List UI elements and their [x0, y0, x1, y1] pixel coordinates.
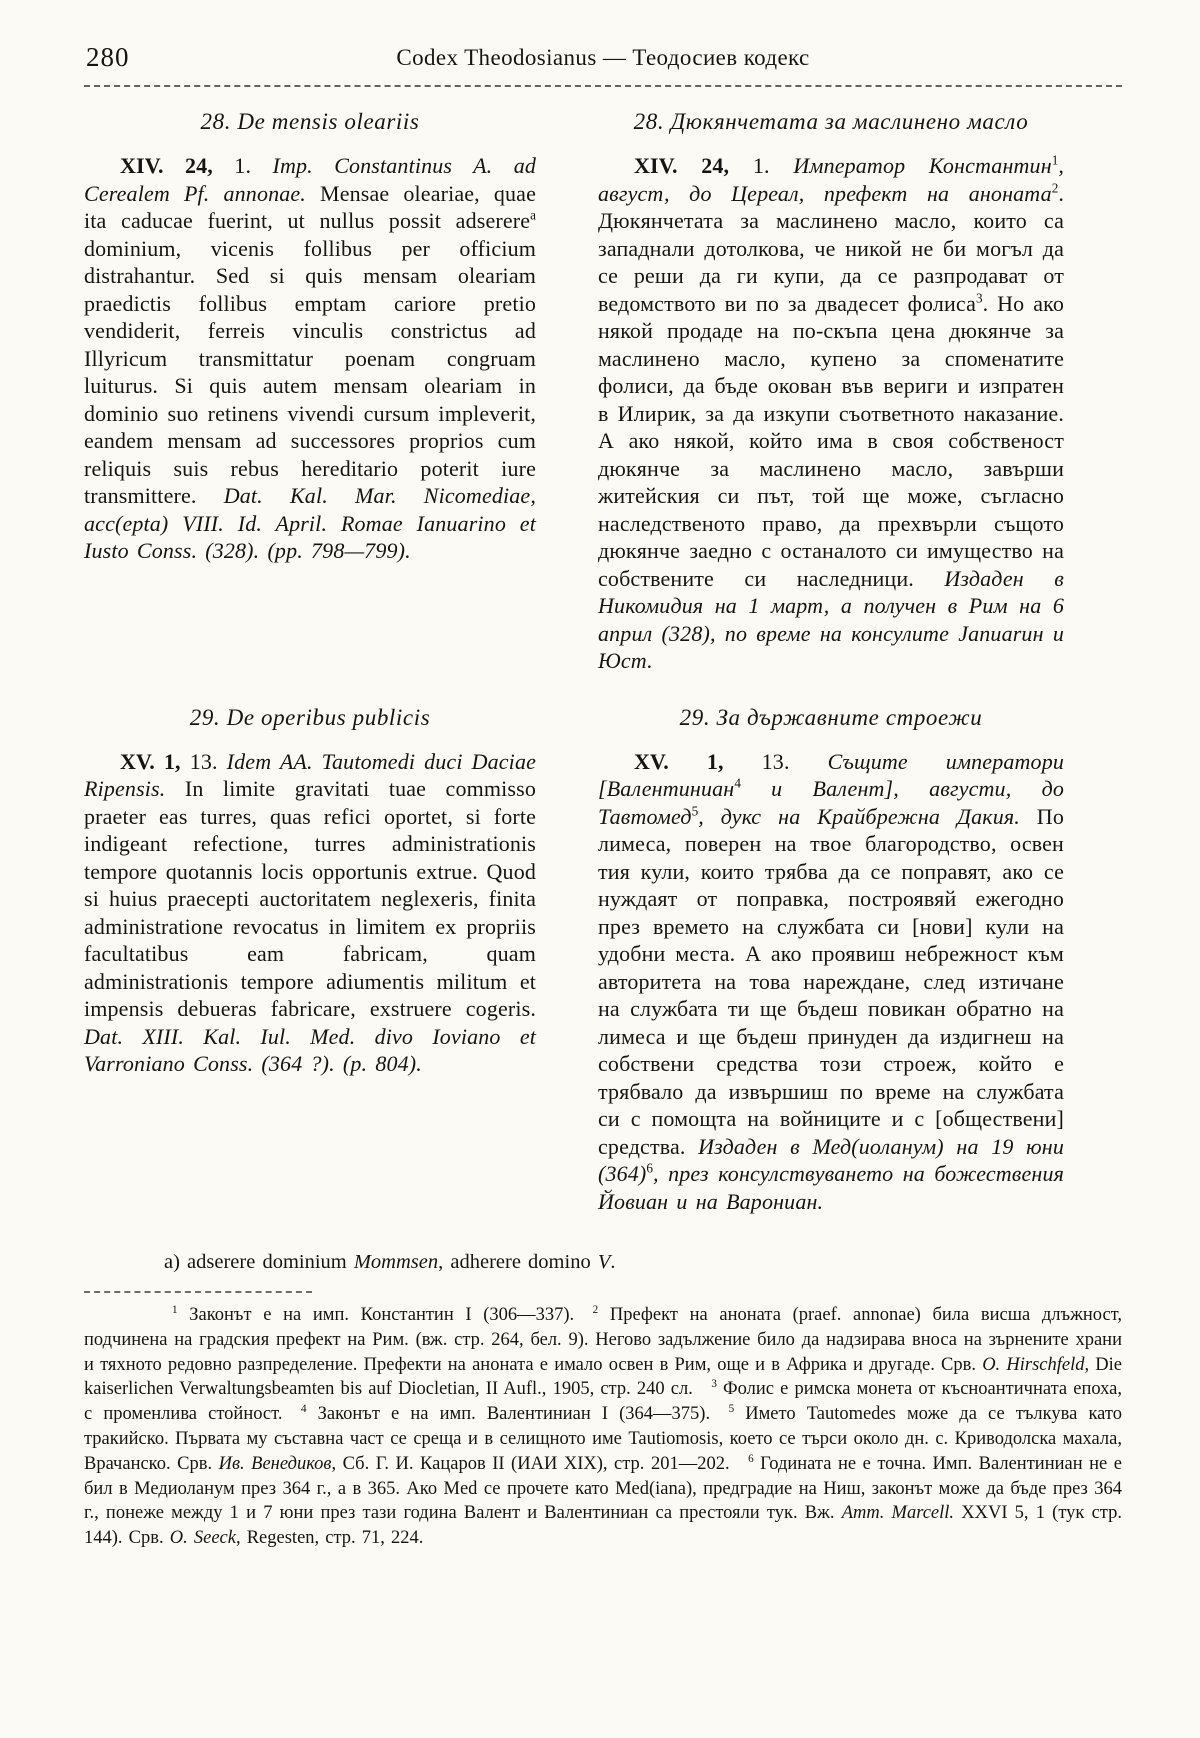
note-reference-mark: 4: [734, 775, 741, 791]
note-reference-mark: 6: [748, 1452, 754, 1465]
note-reference-mark: 3: [711, 1378, 717, 1391]
text-run: Dat. Kal. Mar. Nicomediae, acc(epta) VIII. Id. April. Romae Ianuarino et Iusto Conss. (328). (pp. 798—799).: [84, 483, 537, 563]
text-run: , Die kaiserlichen Verwaltungsbeamten bis auf Diocletian, II Aufl., 1905, стр. 240 сл.: [84, 1354, 1122, 1400]
text-run: a) adserere dominium: [164, 1251, 354, 1273]
text-run: Годината не е точна. Имп. Валентиниан не е бил в Медиоланум през 364 г., а в 365. Ако Med се прочете като Med(iana), предградие на Ниш, законът може да бъде през 364 г., понеже между 1 и 7 юни през тази година Валент и Валентиниан са престояли тук. Вж.: [84, 1453, 1122, 1524]
text-run: Фолис е римска монета от късноантичната епоха, с променлива стойност.: [84, 1379, 1122, 1425]
text-run: V: [597, 1251, 611, 1273]
bulgarian-column-section-29: [598, 705, 1064, 1216]
text-run: , през консулствуването на божествения Йовиан и на Варониан.: [598, 1161, 1064, 1214]
text-run: Името Tautomedes може да се тълкува като тракийско. Първата му съставна част се среща и в селищното име Tautiomosis, което се търси около дн. с. Криводолска махала, Врачанско. Срв.: [84, 1404, 1122, 1474]
text-run: По лимеса, поверен на твое благородство, освен тия кули, които трябва да се поправят, ако се нуждаят от поправка, построявяй ежегодно през времето на службата си [нови] кули на удобни места. А ако проявиш небрежност към авторитета на това нареждане, след изтичане на службата ти ще бъдеш повикан обратно на лимеса и ще бъдеш принуден да издигнеш на собствени средства този строеж, който е трябвало да извършиш по време на службата си с помощта на войниците и с [обществени] средства.: [598, 803, 1064, 1159]
text-run: XXVI 5, 1 (тук стр. 144). Срв.: [84, 1503, 1122, 1549]
text-run: . Но ако някой продаде на по-скъпа цена дюкянче за маслинено масло, купено за споменатите фолиси, да бъде окован във вериги и изпратен в Илирик, за да изкупи съответното наказание. А ако някой, който има в своя собственост дюкянче за маслинено масло, завърши житейския си път, той ще може, съгласно наследственото право, да прехвърли същото дюкянче заедно с останалото си имущество на собствените си наследници.: [598, 290, 1064, 591]
section-29-latin-heading: 29. De operibus publicis: [189, 704, 431, 730]
section-29-bulgarian-heading: 29. За държавните строежи: [679, 704, 983, 730]
law-xv-1-bulgarian-text: [598, 748, 1064, 1216]
text-run: Mensae oleariae, quae ita caducae fuerint, ut nullus possit adserere: [84, 180, 536, 233]
note-reference-mark: 3: [976, 290, 983, 306]
page-body: [84, 109, 1122, 1551]
text-run: 13.: [180, 748, 227, 774]
note-reference-mark: 5: [728, 1403, 735, 1416]
text-run: , дукс на Крайбрежна Дакия.: [698, 803, 1020, 829]
running-title: Codex Theodosianus — Теодосиев кодекс: [396, 45, 810, 70]
section-29-row: [84, 705, 1122, 1216]
text-run: XIV. 24,: [634, 153, 730, 178]
note-reference-mark: 1: [1051, 152, 1059, 168]
header-rule: [84, 85, 1122, 87]
note-reference-mark: 5: [691, 803, 699, 819]
text-run: O. Hirschfeld: [982, 1354, 1085, 1375]
latin-column-section-29: [84, 705, 536, 1216]
text-run: .: [610, 1251, 616, 1273]
text-run: Император Константин: [793, 153, 1052, 178]
law-xiv-24-latin-text: [84, 152, 536, 565]
critical-apparatus-line: [84, 1249, 1122, 1275]
text-run: 1.: [729, 153, 794, 178]
text-run: Същите императори [Валентиниан: [598, 748, 1064, 801]
text-run: , август, до Цереал, префект на аноната: [598, 153, 1065, 206]
note-reference-mark: 2: [592, 1303, 599, 1316]
footnotes-block: [84, 1303, 1122, 1551]
text-run: Idem AA. Tautomedi duci Daciae Ripensis.: [84, 748, 537, 801]
text-run: , Regesten, стр. 71, 224.: [235, 1528, 424, 1549]
text-run: , Сб. Г. И. Кацаров II (ИАИ XIX), стр. 201—202.: [331, 1453, 749, 1474]
text-run: , adherere domino: [438, 1251, 598, 1273]
text-run: Imp. Constantinus A. ad Cerealem Pf. annonae.: [84, 153, 537, 206]
text-run: XIV. 24,: [120, 153, 213, 178]
note-reference-mark: 1: [172, 1303, 178, 1316]
text-run: Префект на аноната (praef. annonae) била висша длъжност, подчинена на градския префект на Рим. (вж. стр. 264, бел. 9). Негово задължение било да надзирава вноса на зърнените храни и тяхното редовно разпределение. Префекти на аноната е имало освен в Рим, още и в Африка и другаде. Срв.: [84, 1305, 1122, 1375]
text-run: . Дюкянчетата за маслинено масло, които са западнали дотолкова, че никой не би могъл да се реши да ги купи, да се разпродават от ведомството ви по за двадесет фолиса: [598, 180, 1064, 316]
section-28-bulgarian-heading: 28. Дюкянчетата за маслинено масло: [633, 109, 1029, 134]
text-run: Законът е на имп. Валентиниан I (364—375).: [306, 1404, 729, 1425]
law-xv-1-latin-text: [84, 748, 536, 1078]
text-run: Законът е на имп. Константин I (306—337).: [177, 1305, 593, 1325]
text-run: 1.: [212, 153, 273, 178]
text-run: XV. 1,: [120, 748, 181, 774]
bulgarian-column-section-28: [598, 109, 1064, 675]
section-28-row: [84, 109, 1122, 675]
law-xiv-24-bulgarian-text: [598, 152, 1064, 675]
footnote-divider-rule: [84, 1291, 312, 1293]
text-run: Dat. XIII. Kal. Iul. Med. divo Ioviano et Varroniano Conss. (364 ?). (p. 804).: [84, 1023, 536, 1076]
note-reference-mark: a: [530, 207, 536, 223]
text-run: Amm. Marcell.: [841, 1503, 955, 1524]
text-run: dominium, vicenis follibus per officium distrahantur. Sed si quis mensam oleariam praedictis follibus emptam cariore pretio vendiderit, ferreis vinculis constrictus ad Illyricum transmittatur poenam congruam luiturus. Si quis autem mensam oleariam in dominio suo retinens vivendi cursum impleverit, eandem mensam ad successores proprios cum reliquis suis rebus hereditario poterit iure transmittere.: [84, 235, 536, 508]
text-run: Ив. Венедиков: [218, 1453, 332, 1474]
section-28-latin-heading: 28. De mensis oleariis: [200, 109, 420, 134]
latin-column-section-28: [84, 109, 536, 675]
text-run: XV. 1,: [634, 748, 724, 774]
note-reference-mark: 4: [300, 1403, 307, 1416]
note-reference-mark: 6: [646, 1160, 653, 1176]
note-reference-mark: 2: [1051, 180, 1059, 196]
text-run: Издаден в Мед(иоланум) на 19 юни (364): [598, 1133, 1064, 1186]
text-run: 13.: [723, 748, 828, 774]
text-run: Издаден в Никомидия на 1 март, а получен в Рим на 6 април (328), по време на консулите Januarин и Юст.: [598, 565, 1064, 673]
text-run: Mommsen: [353, 1251, 439, 1273]
page-number: 280: [86, 42, 130, 72]
page-header: [84, 42, 1122, 76]
text-run: и Валент], августи, до Тавтомед: [598, 776, 1064, 829]
text-run: O. Seeck: [169, 1528, 236, 1549]
text-run: In limite gravitati tuae commisso praeter eas turres, quas refici oportet, si forte indigeant refectione, turres administrationis tempore quotannis locis opportunis extrue. Quod si huius praecepti auctoritatem neglexeris, finita administratione revocatus in limitem ex propriis facultatibus eam fabricam, quam administrationis tempore adiumentis militum et impensis debueras fabricare, exstruere cogeris.: [84, 776, 536, 1021]
